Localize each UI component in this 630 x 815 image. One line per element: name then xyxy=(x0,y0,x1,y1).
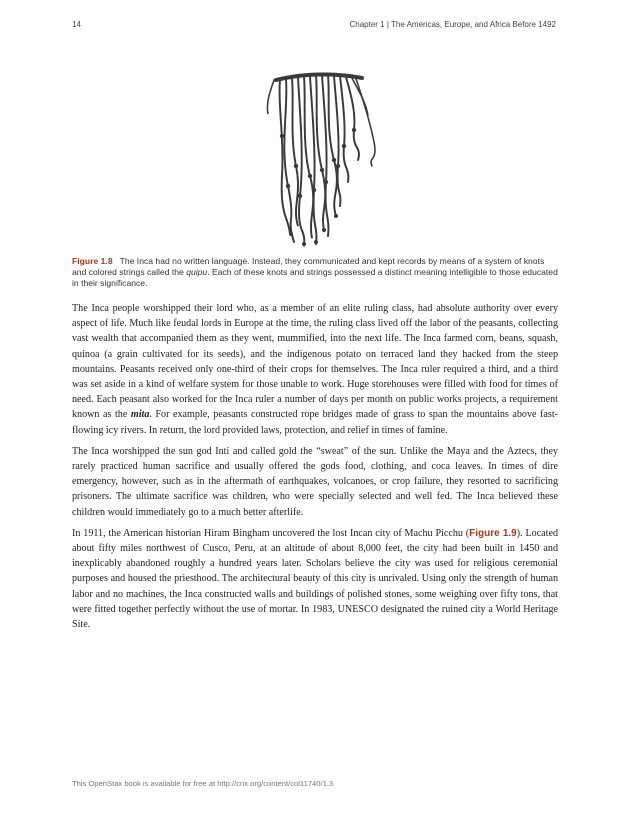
figure-caption xyxy=(72,256,558,290)
paragraph-1-text-after: . For example, peasants constructed rope bridges made of grass to span the mountains above fast-flowing icy rivers. In return, the lord provided laws, protection, and relief in times of famine. xyxy=(72,409,558,436)
chapter-title: Chapter 1 | The Americas, Europe, and Africa Before 1492 xyxy=(349,20,556,29)
page-footer: This OpenStax book is available for free at http://cnx.org/content/col11740/1.3 xyxy=(72,779,334,788)
paragraph-1-text-before: The Inca people worshipped their lord who, as a member of an elite ruling class, had absolute authority over every aspect of life. Much like feudal lords in Europe at the time, the ruling class lived off the labor of the peasants, collecting vast wealth that accompanied them as they went, mummified, into the next life. The Inca farmed corn, beans, squash, quinoa (a grain cultivated for its seeds), and the indigenous potato on terraced land they hacked from the steep mountains. Peasants received only one-third of their crops for themselves. The Inca ruler required a third, and a third was set aside in a kind of welfare system for those unable to work. Huge storehouses were filled with food for times of need. Each peasant also worked for the Inca ruler a number of days per month on public works projects, a requirement known as the xyxy=(72,303,558,421)
paragraph-3-text-before: In 1911, the American historian Hiram Bingham uncovered the lost Incan city of Machu Picchu ( xyxy=(72,527,470,539)
paragraph-3-text-after: ). Located about fifty miles northwest of Cusco, Peru, at an altitude of about 8,000 feet, the city had been built in 1450 and inexplicably abandoned roughly a hundred years later. Scholars believe the city was used for religious ceremonial purposes and housed the priesthood. The architectural beauty of this city is unrivaled. Using only the strength of human labor and no machines, the Inca constructed walls and buildings of polished stones, some weighing over fifty tons, that were fitted together perfectly without the use of mortar. In 1983, UNESCO designated the ruined city a World Heritage Site. xyxy=(72,527,558,631)
caption-text-after: . Each of these knots and strings possessed a distinct meaning intelligible to those educated in their significance. xyxy=(72,267,558,289)
figure-1-9-link[interactable]: Figure 1.9 xyxy=(469,527,517,539)
quipu-illustration xyxy=(258,66,378,248)
paragraph-1-term-mita: mita xyxy=(130,409,150,421)
caption-term-quipu: quipu xyxy=(186,267,208,278)
page-number: 14 xyxy=(72,20,81,29)
figure-label: Figure 1.8 xyxy=(72,256,113,266)
paragraph-1 xyxy=(72,301,558,438)
paragraph-3 xyxy=(72,526,558,632)
body-text xyxy=(72,301,558,638)
paragraph-2: The Inca worshipped the sun god Inti and called gold the “sweat” of the sun. Unlike the Maya and the Aztecs, they rarely practiced human sacrifice and usually offered the gods food, clothing, and coca leaves. In times of dire emergency, however, such as in the aftermath of earthquakes, volcanoes, or crop failure, they resorted to sacrificing prisoners. The ultimate sacrifice was children, who were specially selected and well fed. The Inca believed these children would immediately go to a much better afterlife. xyxy=(72,445,558,518)
caption-text-before: The Inca had no written language. Instead, they communicated and kept records by means of a system of knots and colored strings called the xyxy=(72,256,545,278)
